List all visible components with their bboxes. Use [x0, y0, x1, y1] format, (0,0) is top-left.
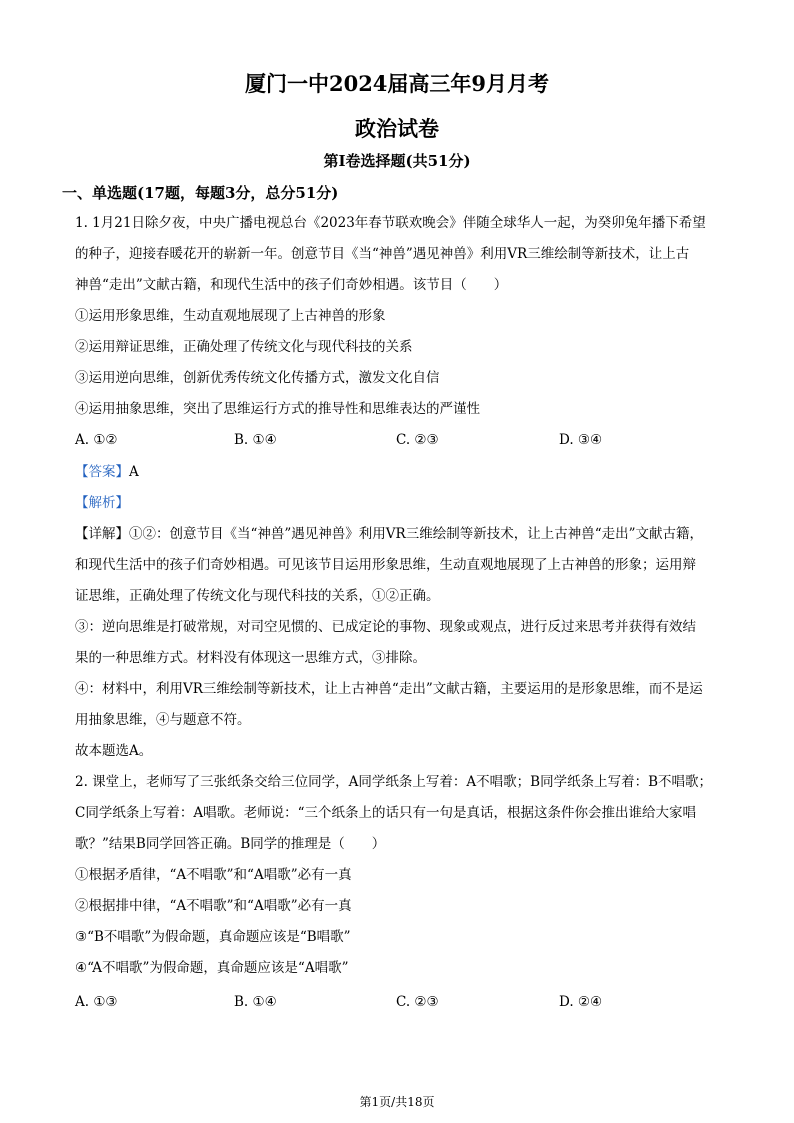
q2-item-3: ③“B不唱歌”为假命题，真命题应该是“B唱歌” — [75, 929, 351, 945]
q2-option-c: C. ②③ — [396, 994, 439, 1010]
q1-option-a: A. ①② — [75, 432, 118, 448]
q1-option-b: B. ①④ — [234, 432, 277, 448]
q2-option-d: D. ②④ — [559, 994, 603, 1010]
q1-stem-line: 的种子，迎接春暖花开的崭新一年。创意节目《当“神兽”遇见神兽》利用VR三维绘制等新技术，让上古 — [75, 246, 690, 262]
page-number: 第1页/共18页 — [359, 1095, 435, 1109]
q1-detail-line — [75, 519, 725, 550]
q2-item-2: ②根据排中律，“A不唱歌”和“A唱歌”必有一真 — [75, 898, 352, 914]
q1-item-1: ①运用形象思维，生动直观地展现了上古神兽的形象 — [75, 308, 386, 324]
answer-value: A — [129, 464, 139, 480]
q1-stem-line: 神兽“走出”文献古籍，和现代生活中的孩子们奇妙相遇。该节目（ ） — [75, 277, 508, 293]
q2-stem-line: 2. 课堂上，老师写了三张纸条交给三位同学，A同学纸条上写着：A不唱歌；B同学纸条上写着：B不唱歌； — [75, 774, 713, 790]
q2-stem-line: C同学纸条上写着：A唱歌。老师说：“三个纸条上的话只有一句是真话，根据这条件你会推出谁给大家唱 — [75, 805, 696, 821]
q2-option-b: B. ①④ — [234, 994, 277, 1010]
q1-item-3: ③运用逆向思维，创新优秀传统文化传播方式，激发文化自信 — [75, 370, 440, 386]
detail-text: ①②：创意节目《当“神兽”遇见神兽》利用VR三维绘制等新技术，让上古神兽“走出”文献古籍， — [129, 526, 704, 542]
q1-detail-line: 果的一种思维方式。材料没有体现这一思维方式，③排除。 — [75, 650, 426, 666]
q1-answer-line — [75, 457, 725, 488]
q1-analysis-line — [75, 488, 725, 519]
q2-stem-line: 歌？”结果B同学回答正确。B同学的推理是（ ） — [75, 836, 386, 852]
answer-tag: 【答案】 — [75, 464, 129, 480]
q1-detail-line: ③：逆向思维是打破常规，对司空见惯的、已成定论的事物、现象或观点，进行反过来思考并获得有效结 — [75, 619, 696, 635]
detail-tag: 【详解】 — [75, 526, 129, 542]
question-2-stem — [75, 767, 725, 984]
question-1-solution — [75, 457, 725, 767]
exam-title: 厦门一中2024届高三年9月月考 — [244, 71, 550, 96]
q2-item-4: ④“A不唱歌”为假命题，真命题应该是“A唱歌” — [75, 960, 349, 976]
q1-option-c: C. ②③ — [396, 432, 439, 448]
q1-item-4: ④运用抽象思维，突出了思维运行方式的推导性和思维表达的严谨性 — [75, 401, 480, 417]
q2-option-a: A. ①③ — [75, 994, 118, 1010]
q1-detail-line: ④：材料中，利用VR三维绘制等新技术，让上古神兽“走出”文献古籍，主要运用的是形象思维，而不是运 — [75, 681, 703, 697]
q1-conclusion: 故本题选A。 — [75, 743, 153, 759]
q1-stem-line: 1. 1月21日除夕夜，中央广播电视总台《2023年春节联欢晚会》伴随全球华人一起，为癸卯兔年播下希望 — [75, 215, 706, 231]
question-1-stem — [75, 208, 725, 425]
q1-item-2: ②运用辩证思维，正确处理了传统文化与现代科技的关系 — [75, 339, 413, 355]
q1-detail-line: 用抽象思维，④与题意不符。 — [75, 712, 251, 728]
part-heading: 第Ⅰ卷选择题(共51分) — [323, 152, 471, 170]
q1-detail-line: 证思维，正确处理了传统文化与现代科技的关系，①②正确。 — [75, 588, 440, 604]
section-heading: 一、单选题(17题，每题3分，总分51分) — [62, 184, 339, 202]
exam-subject: 政治试卷 — [355, 116, 439, 141]
q1-detail-line: 和现代生活中的孩子们奇妙相遇。可见该节目运用形象思维，生动直观地展现了上古神兽的形象；运用辩 — [75, 557, 696, 573]
q1-option-d: D. ③④ — [559, 432, 603, 448]
analysis-tag: 【解析】 — [75, 495, 129, 511]
q2-item-1: ①根据矛盾律，“A不唱歌”和“A唱歌”必有一真 — [75, 867, 352, 883]
